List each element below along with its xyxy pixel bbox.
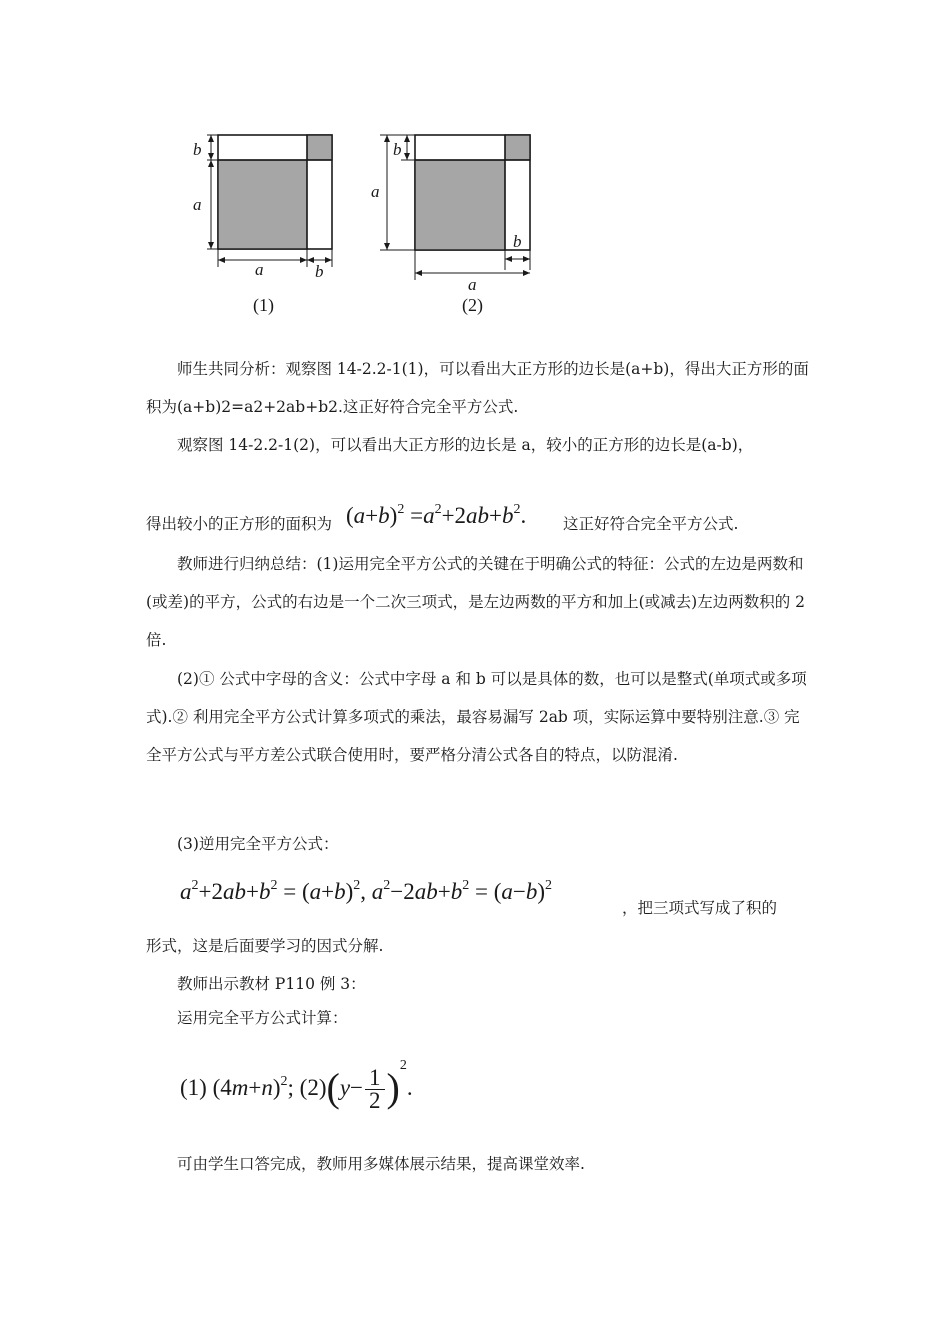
- label-a-bottom: a: [468, 275, 477, 294]
- formula-sum-square: $(a+b)^2 =a^2+2ab+b^2$.: [346, 502, 527, 528]
- figure-2-caption: (2): [462, 295, 483, 315]
- label-a-left: a: [371, 182, 380, 201]
- paragraph-summary-1: 教师进行归纳总结：(1)运用完全平方公式的关键在于明确公式的特征：公式的左边是两数和(或差)的平方，公式的右边是一个二次三项式，是左边两数的平方和加上(或减去)左边两数积的 2 倍.: [146, 555, 805, 649]
- paragraph-reverse-suffix: ，把三项式写成了积的: [622, 899, 778, 917]
- figure-1: [185, 125, 345, 325]
- paragraph-example-intro: 教师出示教材 P110 例 3：: [177, 975, 366, 993]
- paragraph-area-suffix: 这正好符合完全平方公式.: [563, 515, 739, 533]
- label-a-left: a: [193, 195, 202, 214]
- label-b-bottom: b: [315, 262, 324, 281]
- paragraph-analysis-1: 师生共同分析：观察图 14-2.2-1(1)，可以看出大正方形的边长是(a+b)，得出大正方形的面积为(a+b)2=a2+2ab+b2.这正好符合完全平方公式.: [146, 360, 809, 416]
- label-a-bottom: a: [255, 260, 264, 279]
- label-b-top: b: [193, 140, 202, 159]
- formula-reverse: $a^2+2ab+b^2 = (a+b)^2$, $a^2-2ab+b^2 = (a-b)^2$: [180, 878, 553, 904]
- paragraph-reverse-use: (3)逆用完全平方公式：: [177, 835, 339, 853]
- formula-example: (1) $(4m+n)^2$; (2)(y− $\frac{1}{2}$ )$^2$.: [180, 1058, 413, 1114]
- figure-1-caption: (1): [253, 295, 274, 315]
- figure-2: [365, 125, 545, 325]
- paragraph-example-task: 运用完全平方公式计算：: [177, 1009, 348, 1027]
- shaded-b-square: [505, 135, 530, 160]
- paragraph-closing: 可由学生口答完成，教师用多媒体展示结果，提高课堂效率.: [177, 1155, 585, 1173]
- shaded-a-minus-b-square: [415, 160, 505, 250]
- shaded-b-square: [307, 135, 332, 160]
- shaded-a-square: [218, 160, 307, 249]
- paragraph-reverse-cont: 形式，这是后面要学习的因式分解.: [146, 937, 384, 955]
- paragraph-summary-2: (2)① 公式中字母的含义：公式中字母 a 和 b 可以是具体的数，也可以是整式(单项式或多项式).② 利用完全平方公式计算多项式的乘法，最容易漏写 2ab 项，实际运算中要特别注意.③ 完全平方公式与平方差公式联合使用时，要严格分清公式各自的特点，以防混淆.: [146, 670, 807, 764]
- label-b-top: b: [393, 140, 402, 159]
- label-b-inner: b: [513, 232, 522, 251]
- paragraph-area-prefix: 得出较小的正方形的面积为: [146, 515, 333, 533]
- paragraph-analysis-2: 观察图 14-2.2-1(2)，可以看出大正方形的边长是 a，较小的正方形的边长是(a-b)，: [177, 436, 754, 454]
